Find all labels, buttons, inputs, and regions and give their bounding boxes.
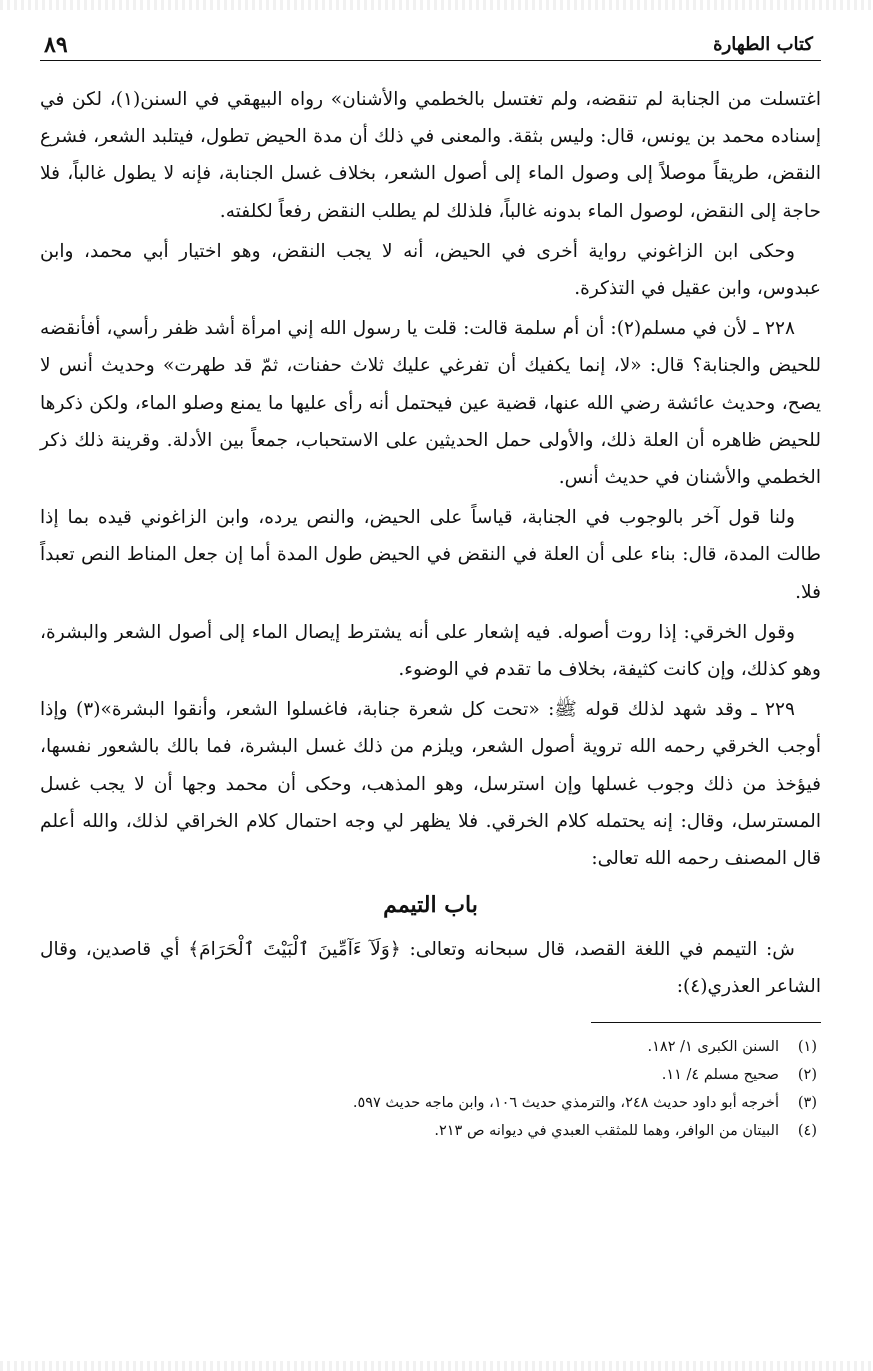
page-number: ٨٩	[44, 32, 68, 58]
footnote	[40, 1033, 817, 1061]
section-heading: باب التيمم	[383, 892, 478, 919]
paragraph: ٢٢٩ ـ وقد شهد لذلك قوله ﷺ: «تحت كل شعرة جنابة، فاغسلوا الشعر، وأنقوا البشرة»(٣) وإذا أوجب الخرقي رحمه الله تروية أصول الشعر، ويلزم من ذلك غسل البشرة، فما بالك بالشعور نفسها، فيؤخذ من ذلك وجوب غسلها وإن استرسل، وهو المذهب، وحكى أن محمد وجها أن لا يجب غسل المسترسل، وقال: إنه يحتمله كلام الخرقي. فلا يظهر لي وجه احتمال كلام الخراقي لذلك، والله أعلم قال المصنف رحمه الله تعالى:	[40, 699, 821, 870]
paragraph: ولنا قول آخر بالوجوب في الجنابة، قياساً على الحيض، والنص يرده، وابن الزاغوني قيده بما إذا طالت المدة، قال: بناء على أن العلة في النقض في الحيض طول المدة أما إن جعل المناط النص تعبداً فلا.	[40, 507, 821, 603]
scan-edge-top	[0, 0, 873, 10]
footnote	[40, 1117, 817, 1145]
running-title: كتاب الطهارة	[713, 34, 813, 55]
footnote-text: صحيح مسلم ٤/ ١١.	[661, 1066, 779, 1083]
footnote-number: (٢)	[797, 1066, 817, 1083]
footnote-number: (٣)	[797, 1094, 817, 1111]
footnote-text: البيتان من الوافر، وهما للمثقب العبدي في ديوانه ص ٢١٣.	[434, 1122, 779, 1139]
footnote-number: (٤)	[797, 1122, 817, 1139]
footnote	[40, 1089, 817, 1117]
book-page	[40, 20, 821, 1351]
footnote-text: السنن الكبرى ١/ ١٨٢.	[647, 1038, 779, 1055]
page-header	[40, 20, 821, 61]
footnote-text: أخرجه أبو داود حديث ٢٤٨، والترمذي حديث ١٠٦، وابن ماجه حديث ٥٩٧.	[352, 1094, 779, 1111]
footnotes	[40, 1033, 821, 1145]
main-text	[40, 81, 821, 1006]
paragraph: وحكى ابن الزاغوني رواية أخرى في الحيض، أنه لا يجب النقض، وهو اختيار أبي محمد، وابن عبدوس، وابن عقيل في التذكرة.	[40, 240, 821, 300]
section-paragraph: ش: التيمم في اللغة القصد، قال سبحانه وتعالى: ﴿وَلَآ ءَآمِّينَ ٱلْبَيْتَ ٱلْحَرَامَ﴾ أي قاصدين، وقال الشاعر العذري(٤):	[40, 939, 821, 998]
footnote-number: (١)	[797, 1038, 817, 1055]
scan-edge-bottom	[0, 1361, 873, 1371]
paragraph: اغتسلت من الجنابة لم تنقضه، ولم تغتسل بالخطمي والأشنان» رواه البيهقي في السنن(١)، لكن في إسناده محمد بن يونس، قال: وليس بثقة. والمعنى في ذلك أن مدة الحيض تطول، فيتلبد الشعر، فشرع النقض، طريقاً موصلاً إلى وصول الماء إلى أصول الشعر، بخلاف غسل الجنابة، فإنه لا يطول غالباً، فلا حاجة إلى النقض، لوصول الماء بدونه غالباً، فلذلك لم يطلب النقض رفعاً لكلفته.	[40, 89, 821, 222]
paragraph: ٢٢٨ ـ لأن في مسلم(٢): أن أم سلمة قالت: قلت يا رسول الله إني امرأة أشد ظفر رأسي، أفأنقضه للحيض والجنابة؟ قال: «لا، إنما يكفيك أن تفرغي عليك ثلاث حفنات، ثمّ قد طهرت» وحديث أنس لا يصح، وحديث عائشة رضي الله عنها، قضية عين فيحتمل أنه رأى عليها ما يمنع وصلو الماء، ولكن ذكرها للحيض ظاهره أن العلة ذلك، والأولى حمل الحديثين على الاستحباب، جمعاً بين الأدلة. وقرينة ذلك ذكر الخطمي والأشنان في حديث أنس.	[40, 318, 821, 489]
footnote	[40, 1061, 817, 1089]
footnote-divider	[591, 1022, 821, 1023]
paragraph: وقول الخرقي: إذا روت أصوله. فيه إشعار على أنه يشترط إيصال الماء إلى أصول الشعر والبشرة، وهو كذلك، وإن كانت كثيفة، بخلاف ما تقدم في الوضوء.	[40, 621, 821, 681]
